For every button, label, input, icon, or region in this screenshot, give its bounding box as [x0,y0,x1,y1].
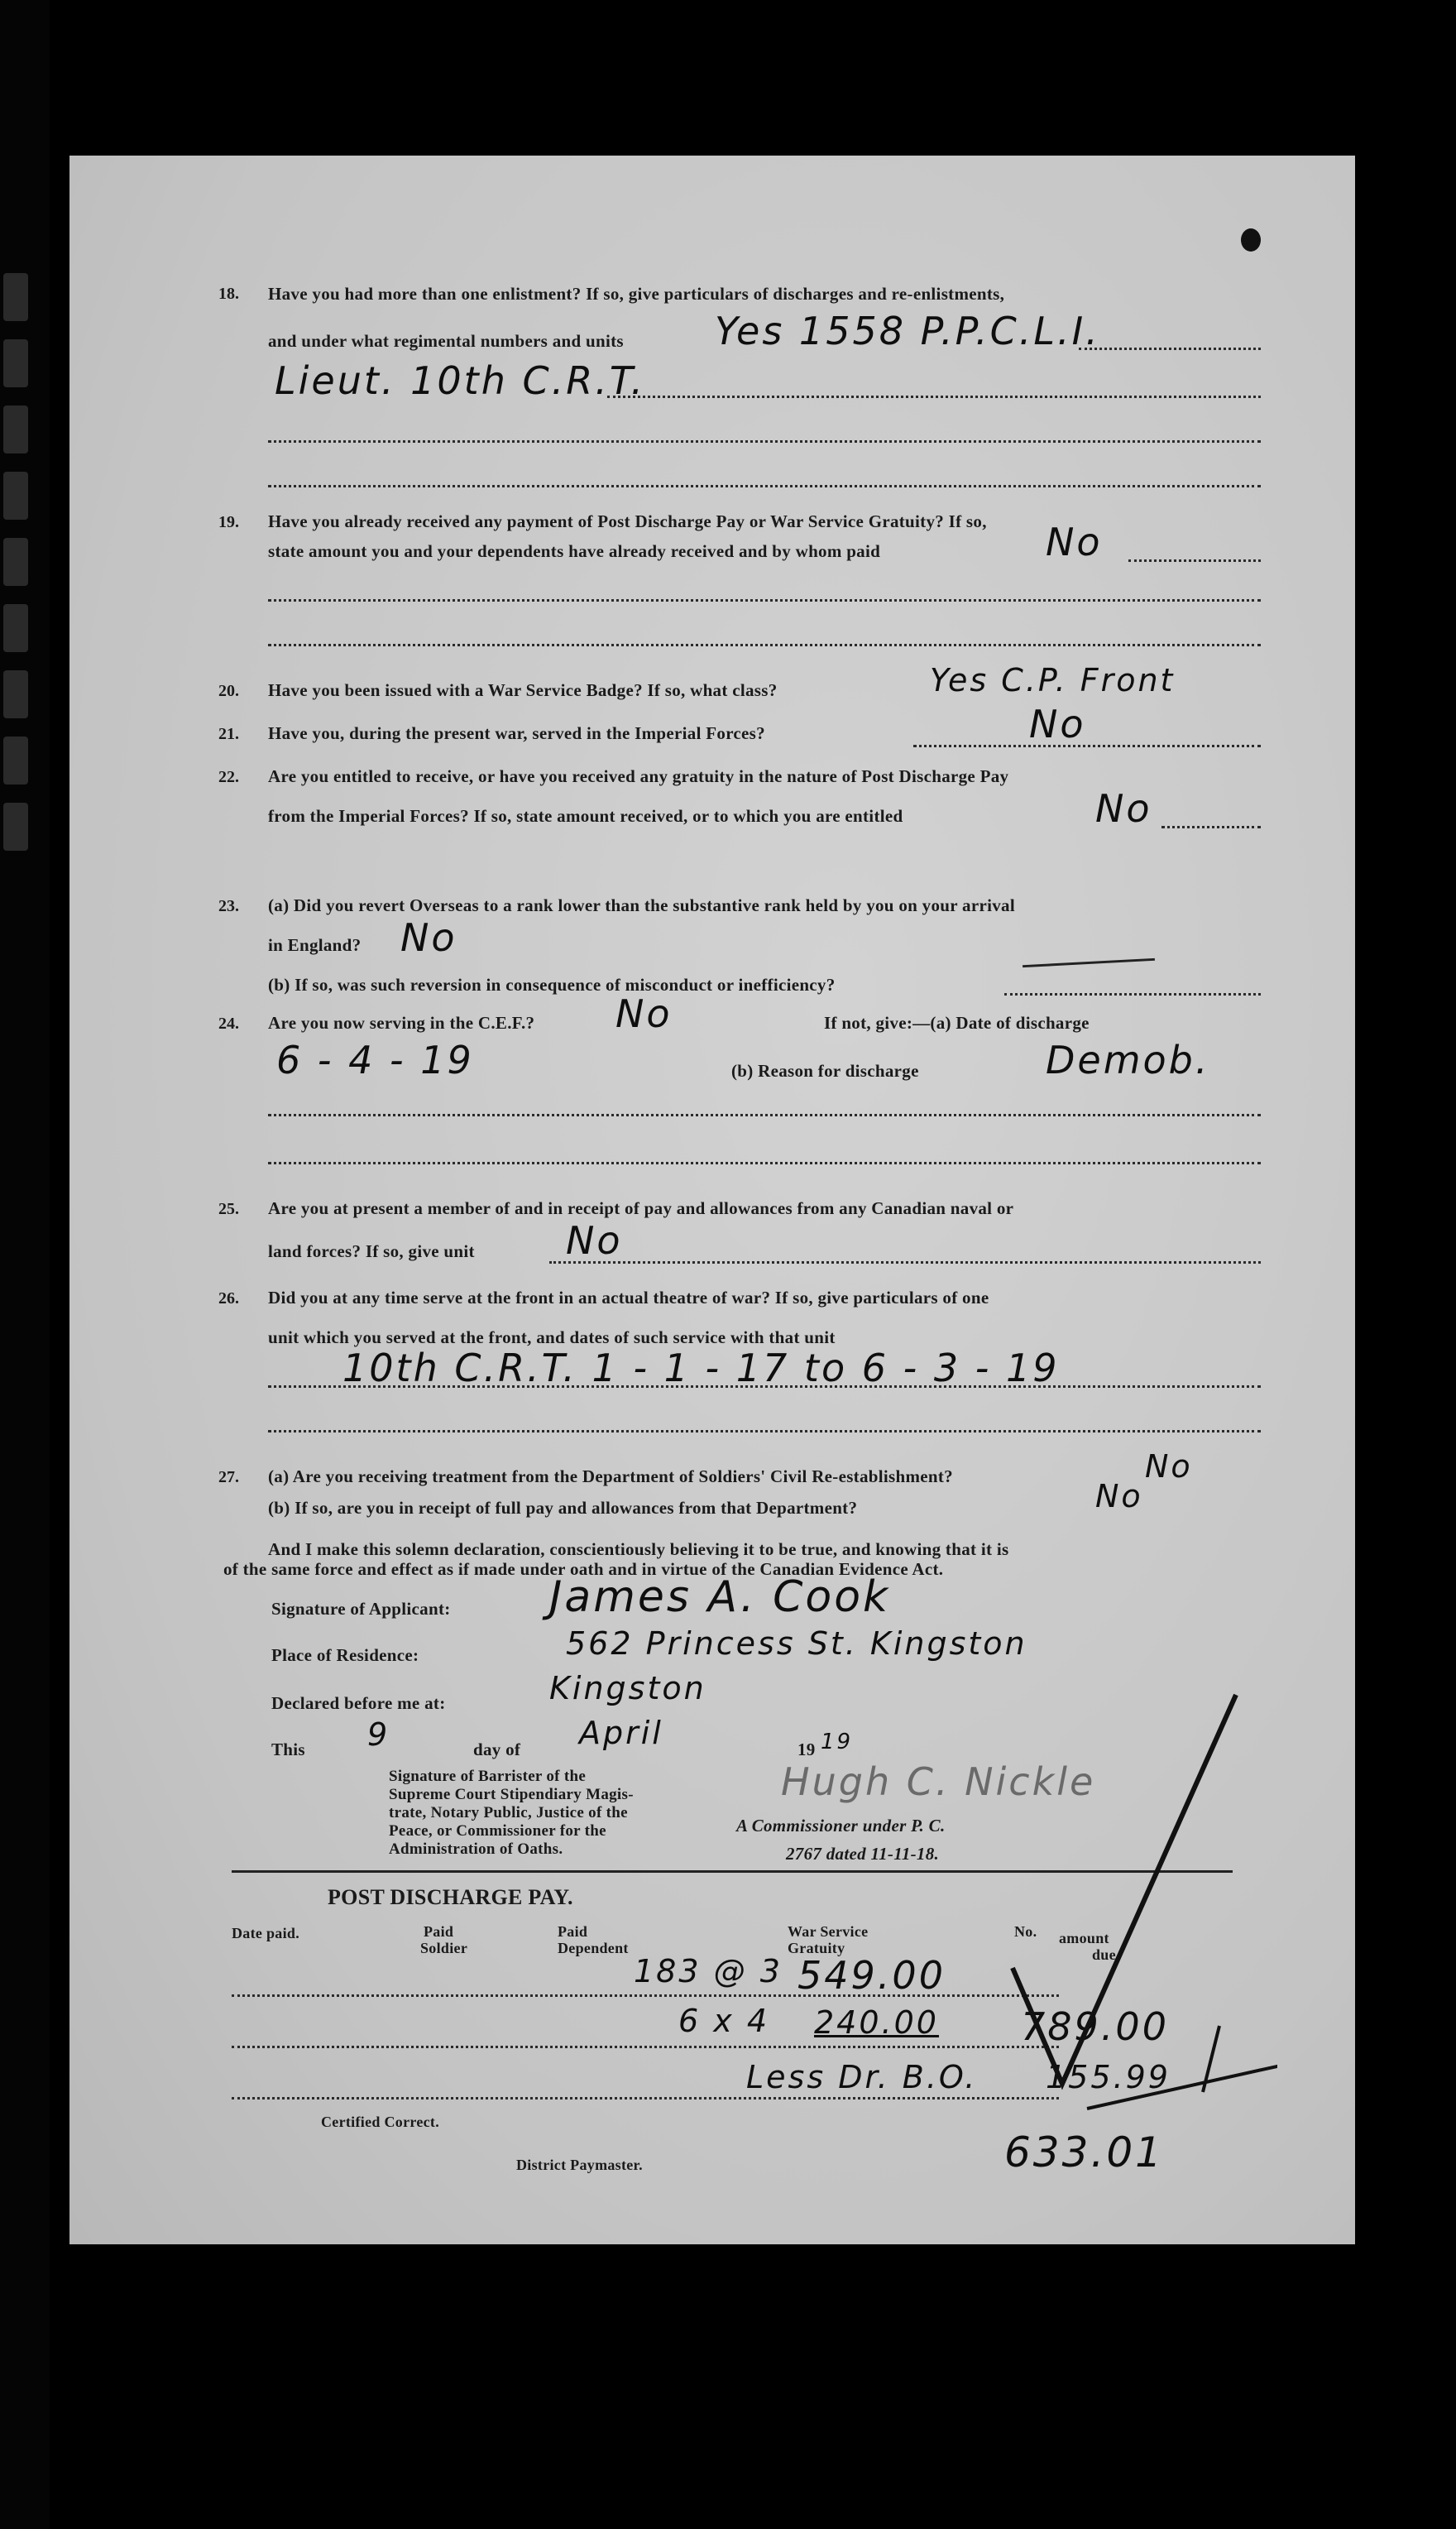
q27-answer-a: No [1145,1448,1193,1485]
dotted-line [268,1114,1261,1116]
q27-number: 27. [218,1468,239,1486]
signature-label: Signature of Applicant: [271,1599,451,1619]
q23-answer-dash [1023,958,1155,967]
q26-number: 26. [218,1289,239,1308]
q24-number: 24. [218,1015,239,1033]
film-perforation [3,472,28,520]
q24-text-b: If not, give:—(a) Date of discharge [824,1013,1090,1033]
q25-answer: No [566,1218,623,1263]
residence-value: 562 Princess St. Kingston [566,1625,1027,1662]
barrister-line2: Supreme Court Stipendiary Magis- [389,1786,634,1803]
q24-text-reason: (b) Reason for discharge [731,1061,919,1081]
dotted-line [268,485,1261,487]
declared-label: Declared before me at: [271,1693,446,1713]
certified-correct: Certified Correct. [321,2114,439,2130]
q27-text-a: (a) Are you receiving treatment from the Department of Soldiers' Civil Re-establishment? [268,1466,953,1486]
declared-location: Kingston [549,1670,706,1706]
dotted-line [268,440,1261,443]
q21-number: 21. [218,725,239,743]
barrister-line5: Administration of Oaths. [389,1840,563,1858]
pdp-header-no: No. [1014,1923,1037,1940]
commissioner-signature: Hugh C. Nickle [781,1759,1096,1804]
q23-answer: No [400,915,457,960]
q19-number: 19. [218,513,239,531]
q20-text: Have you been issued with a War Service Badge? If so, what class? [268,680,778,700]
q25-number: 25. [218,1200,239,1218]
pdp-row2-calc: 6 x 4 [678,2003,769,2039]
q21-answer: No [1029,702,1086,746]
dotted-line [268,599,1261,602]
q27-text-b: (b) If so, are you in receipt of full pay and allowances from that Department? [268,1498,858,1518]
pdp-row2-total: 789.00 [1021,2004,1169,2049]
q18-number: 18. [218,285,239,303]
q21-text: Have you, during the present war, served in the Imperial Forces? [268,723,765,743]
film-perforation [3,803,28,851]
commissioner-stamp-line1: A Commissioner under P. C. [736,1816,946,1836]
total-underline-stroke [1087,2059,1277,2109]
pdp-header-soldier2: Soldier [420,1940,468,1956]
date-year: 19 [821,1730,854,1754]
dotted-line [232,2097,1059,2100]
q19-text-line2: state amount you and your dependents have already received and by whom paid [268,541,881,561]
pdp-header-wsg1: War Service [788,1923,869,1940]
dotted-line [268,1385,1261,1388]
q22-number: 22. [218,768,239,786]
date-day: 9 [367,1716,390,1753]
q26-text-line1: Did you at any time serve at the front in an actual theatre of war? If so, give particulars of one [268,1288,989,1308]
q25-text-line2: land forces? If so, give unit [268,1241,475,1261]
pdp-row3-amount: 155.99 [1046,2059,1171,2095]
film-perforation [3,670,28,718]
residence-label: Place of Residence: [271,1645,419,1665]
barrister-line3: trate, Notary Public, Justice of the [389,1804,628,1821]
q20-number: 20. [218,682,239,700]
declaration-line2: of the same force and effect as if made under oath and in virtue of the Canadian Evidence Act. [223,1559,944,1579]
dotted-line [268,1430,1261,1432]
dotted-line [232,2046,1059,2048]
declaration-line1: And I make this solemn declaration, conscientiously believing it to be true, and knowing that it is [268,1539,1009,1559]
film-perforation [3,406,28,453]
q24-answer-reason: Demob. [1046,1038,1210,1082]
film-perforation [3,538,28,586]
barrister-line1: Signature of Barrister of the [389,1768,587,1785]
date-this: This [271,1740,305,1759]
q19-answer: No [1046,520,1103,564]
barrister-line4: Peace, or Commissioner for the [389,1822,606,1840]
check-mark-strokes [963,1670,1277,2167]
q23-text-line1: (a) Did you revert Overseas to a rank lower than the substantive rank held by you on your arrival [268,895,1015,915]
pdp-row3-deduction: Less Dr. B.O. [746,2059,978,2095]
q26-answer: 10th C.R.T. 1 - 1 - 17 to 6 - 3 - 19 [342,1346,1060,1390]
pdp-row1-amount: 549.00 [797,1953,946,1998]
dotted-line [268,644,1261,646]
q23-text-line3: (b) If so, was such reversion in consequence of misconduct or inefficiency? [268,975,836,995]
pdp-header-date: Date paid. [232,1925,300,1941]
film-perforation [3,604,28,652]
dotted-line [1128,559,1261,562]
q19-text-line1: Have you already received any payment of Post Discharge Pay or War Service Gratuity? If so, [268,511,987,531]
pdp-header-due: due [1092,1946,1116,1963]
pdp-row2-amount: 240.00 [814,2004,939,2041]
q27-answer-b: No [1095,1478,1143,1514]
q24-text-a: Are you now serving in the C.E.F.? [268,1013,535,1033]
pdp-title: POST DISCHARGE PAY. [328,1885,573,1909]
q26-text-line2: unit which you served at the front, and dates of such service with that unit [268,1327,836,1347]
dotted-line [1161,826,1261,828]
q23-number: 23. [218,897,239,915]
date-day-of: day of [473,1740,521,1759]
film-strip-edge [0,0,50,2529]
date-month: April [579,1715,663,1751]
dotted-line [549,1261,1261,1264]
dotted-line [1079,348,1261,350]
pdp-row1-calc: 183 @ 3 [634,1953,783,1989]
film-perforation [3,737,28,785]
film-perforation [3,339,28,387]
q23-text-line2: in England? [268,935,362,955]
q24-answer-date: 6 - 4 - 19 [276,1038,474,1082]
q22-answer: No [1095,786,1152,831]
q18-text-line2: and under what regimental numbers and units [268,331,624,351]
commissioner-stamp-line2: 2767 dated 11-11-18. [786,1844,940,1864]
form-page [69,156,1355,2244]
pdp-total-due: 633.01 [1004,2128,1164,2176]
pdp-header-amount: amount [1059,1930,1109,1946]
pdp-header-dep2: Dependent [558,1940,629,1956]
q22-text-line1: Are you entitled to receive, or have you received any gratuity in the nature of Post Discharge Pay [268,766,1009,786]
dotted-line [268,1162,1261,1164]
film-perforation [3,273,28,321]
q18-text-line1: Have you had more than one enlistment? If so, give particulars of discharges and re-enlistments, [268,284,1005,304]
dotted-line [1004,993,1261,996]
q25-text-line1: Are you at present a member of and in receipt of pay and allowances from any Canadian naval or [268,1198,1014,1218]
q18-answer2: Lieut. 10th C.R.T. [275,358,646,403]
dotted-line [913,745,1261,747]
ink-blot [1241,228,1261,252]
applicant-signature: James A. Cook [549,1572,891,1622]
q18-answer1: Yes 1558 P.P.C.L.I. [715,309,1100,353]
large-check-mark [1013,1695,1236,2084]
q20-answer: Yes C.P. Front [930,662,1176,698]
pdp-header-dep1: Paid [558,1923,588,1940]
date-year-prefix: 19 [797,1740,816,1759]
district-paymaster: District Paymaster. [516,2157,643,2173]
q24-answer-serving: No [615,991,673,1036]
pdp-header-wsg2: Gratuity [788,1940,845,1956]
pdp-header-soldier1: Paid [424,1923,454,1940]
q22-text-line2: from the Imperial Forces? If so, state amount received, or to which you are entitled [268,806,903,826]
dotted-line [607,396,1261,398]
